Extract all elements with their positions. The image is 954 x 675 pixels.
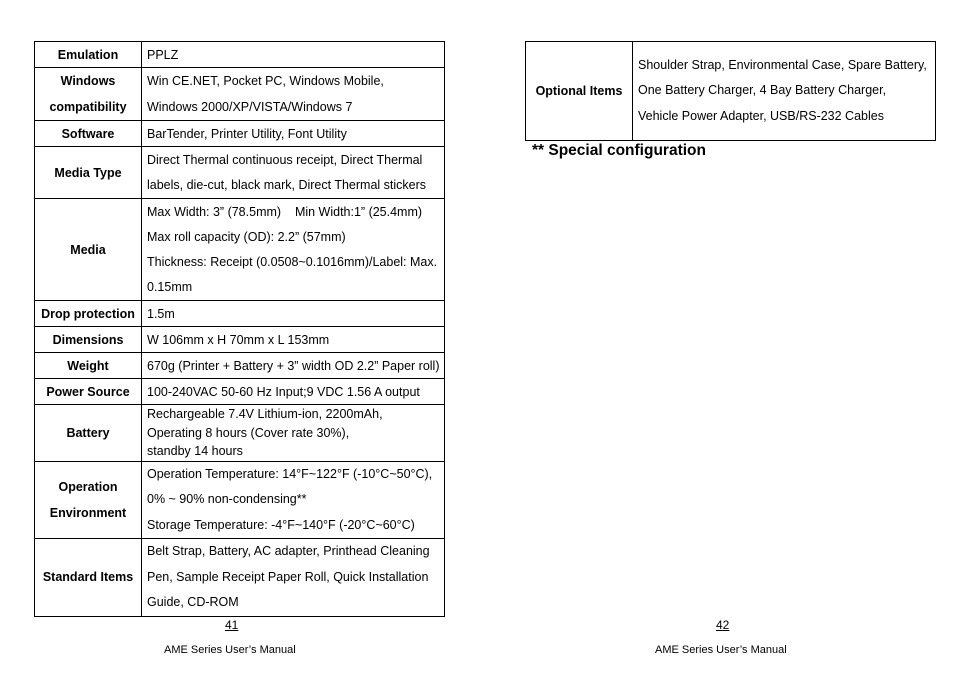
spec-label: Media Type (35, 147, 142, 199)
spec-table (34, 41, 445, 617)
spec-row-emulation (35, 42, 445, 68)
spec-value: Shoulder Strap, Environmental Case, Spare Battery, One Battery Charger, 4 Bay Battery Charger, Vehicle Power Adapter, USB/RS-232 Cables (633, 42, 936, 141)
spec-value: Max Width: 3” (78.5mm) Min Width:1” (25.4mm) Max roll capacity (OD): 2.2” (57mm) Thickness: Receipt (0.0508~0.1016mm)/Label: Max. 0.15mm (142, 199, 445, 301)
page-footer: AME Series User’s Manual (164, 644, 296, 656)
spec-row-media-type (35, 147, 445, 199)
spec-value: PPLZ (142, 42, 445, 68)
spec-label: Battery (35, 405, 142, 462)
spec-value: Win CE.NET, Pocket PC, Windows Mobile, Windows 2000/XP/VISTA/Windows 7 (142, 68, 445, 121)
spec-value: Direct Thermal continuous receipt, Direct Thermal labels, die-cut, black mark, Direct Thermal stickers (142, 147, 445, 199)
spec-label: Standard Items (35, 539, 142, 617)
spec-value: 670g (Printer + Battery + 3” width OD 2.2” Paper roll) (142, 353, 445, 379)
spec-value: BarTender, Printer Utility, Font Utility (142, 121, 445, 147)
spec-label: Operation Environment (35, 461, 142, 539)
spec-label: Dimensions (35, 327, 142, 353)
spec-row-weight (35, 353, 445, 379)
spec-label: Optional Items (526, 42, 633, 141)
page-footer: AME Series User’s Manual (655, 644, 787, 656)
spec-row-battery (35, 405, 445, 462)
spec-value: W 106mm x H 70mm x L 153mm (142, 327, 445, 353)
spec-row-software (35, 121, 445, 147)
spec-row-media (35, 199, 445, 301)
spec-value: 1.5m (142, 301, 445, 327)
spec-label: Software (35, 121, 142, 147)
right-page (477, 0, 954, 675)
spec-row-dimensions (35, 327, 445, 353)
spec-label: Media (35, 199, 142, 301)
spec-value: Belt Strap, Battery, AC adapter, Printhead Cleaning Pen, Sample Receipt Paper Roll, Quick Installation Guide, CD-ROM (142, 539, 445, 617)
spec-row-windows-compatibility (35, 68, 445, 121)
spec-label: Power Source (35, 379, 142, 405)
spec-label: Weight (35, 353, 142, 379)
spec-value: Operation Temperature: 14°F~122°F (-10°C~50°C), 0% ~ 90% non-condensing** Storage Temperature: -4°F~140°F (-20°C~60°C) (142, 461, 445, 539)
page-number: 42 (716, 618, 730, 632)
spec-label: Emulation (35, 42, 142, 68)
spec-label: Drop protection (35, 301, 142, 327)
spec-row-drop-protection (35, 301, 445, 327)
optional-items-table (525, 41, 936, 141)
spec-row-power-source (35, 379, 445, 405)
spec-row-operation-environment (35, 461, 445, 539)
special-configuration-note: ** Special configuration (532, 142, 706, 159)
spec-label: Windows compatibility (35, 68, 142, 121)
spec-value: 100-240VAC 50-60 Hz Input;9 VDC 1.56 A output (142, 379, 445, 405)
spec-value: Rechargeable 7.4V Lithium-ion, 2200mAh, Operating 8 hours (Cover rate 30%), standby 14 hours (142, 405, 445, 462)
spec-row-optional-items (526, 42, 936, 141)
page-number: 41 (225, 618, 239, 632)
spec-row-standard-items (35, 539, 445, 617)
